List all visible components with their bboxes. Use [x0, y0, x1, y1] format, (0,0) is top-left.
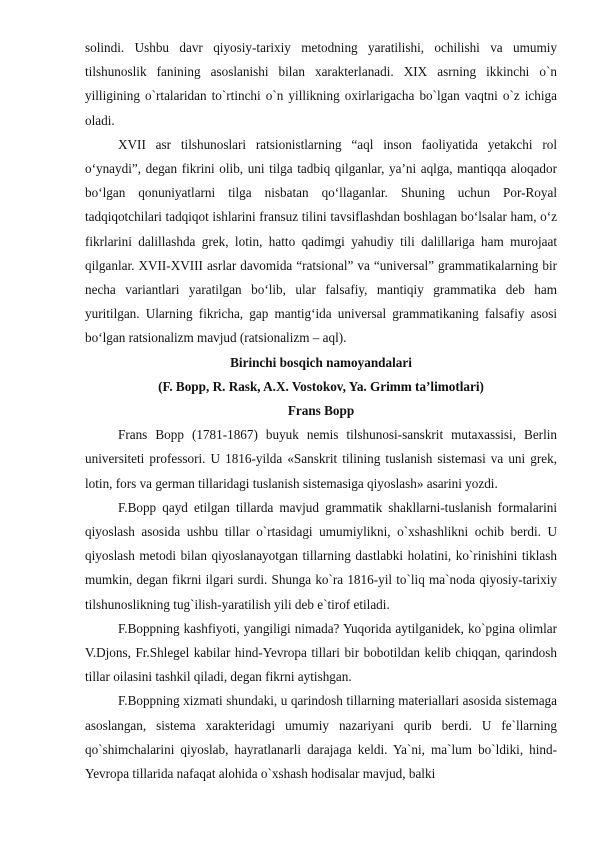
paragraph-bopp-discovery: F.Boppning kashfiyoti, yangiligi nimada? Yuqorida aytilganidek, ko`pgina olimlar V.Djons, Fr.Shlegel kabilar hind-Yevropa tillari bir bobotildan kelib chiqqan, qarindosh tillar oilasini tashkil qiladi, degan fikrni aytishgan. — [85, 620, 557, 685]
paragraph-bopp-bio: Frans Bopp (1781-1867) buyuk nemis tilshunosi-sanskrit mutaxassisi, Berlin universiteti professori. U 1816-yilda «Sanskrit tilining tuslanish sistemasi va uni grek, lotin, fors va german tillaridagi tuslanish sistemasiga qiyoslash» asarini yozdi. — [85, 427, 557, 491]
paragraph-continuation: solindi. Ushbu davr qiyosiy-tarixiy metodning yaratilishi, ochilishi va umumiy tilshunoslik fanining asoslanishi bilan xarakterlanadi. XIX asrning ikkinchi o`n yilligining o`rtalaridan to`rtinchi o`n yillikning oxirlarigacha bo`lgan vaqtni o`z ichiga oladi. — [85, 40, 557, 128]
document-page — [85, 36, 557, 786]
paragraph-bopp-method: F.Bopp qayd etilgan tillarda mavjud grammatik shakllarni-tuslanish formalarini qiyoslash asosida ushbu tillar o`rtasidagi umumiylikni, o`xshashlikni ochib berdi. U qiyoslash metodi bilan qiyoslanayotgan tillarning dastlabki holatini, ko`rinishini tiklash mumkin, degan fikrni ilgari surdi. Shunga ko`ra 1816-yil to`liq ma`noda qiyosiy-tarixiy tilshunoslikning tug`ilish-yaratilish yili deb e`tirof etiladi. — [85, 499, 557, 612]
section-title: Birinchi bosqich namoyandalari — [230, 354, 412, 370]
paragraph-bopp-merit: F.Boppning xizmati shundaki, u qarindosh tillarning materiallari asosida sistemaga asoslangan, sistema xarakteridagi umumiy nazariyani qurib berdi. U fe`llarning qo`shimchalarini qiyoslab, hayratlanarli darajaga keldi. Ya`ni, ma`lum bo`ldiki, hind-Yevropa tillarida nafaqat alohida o`xshash hodisalar mavjud, balki — [85, 693, 557, 782]
person-title: Frans Bopp — [287, 403, 355, 419]
paragraph-rationalists: XVII asr tilshunoslari ratsionistlarning “aql inson faoliyatida yetakchi rol o‘ynaydi”, degan fikrini olib, uni tilga tadbiq qilganlar, ya’ni aqlga, mantiqqa aloqador bo‘lgan qonuniyatlarni tilga nisbatan qo‘llaganlar. Shuning uchun Por-Royal tadqiqotchilari tadqiqot ishlarini fransuz tilini tavsiflashdan boshlagan bo‘lsalar ham, o‘z fikrlarini dalillashda grek, lotin, hatto qadimgi yahudiy tili dalillariga ham murojaat qilganlar. XVII-XVIII asrlar davomida “ratsional” va “universal” grammatikalarning bir necha variantlari yaratilgan bo‘lib, ular falsafiy, mantiqiy grammatika deb ham yuritilgan. Ularning fikricha, gap mantig‘ida universal grammatikaning falsafiy asosi bo‘lgan ratsionalizm mavjud (ratsionalizm – aql). — [85, 136, 557, 346]
section-subtitle: (F. Bopp, R. Rask, A.X. Vostokov, Ya. Grimm ta’limotlari) — [158, 378, 484, 394]
